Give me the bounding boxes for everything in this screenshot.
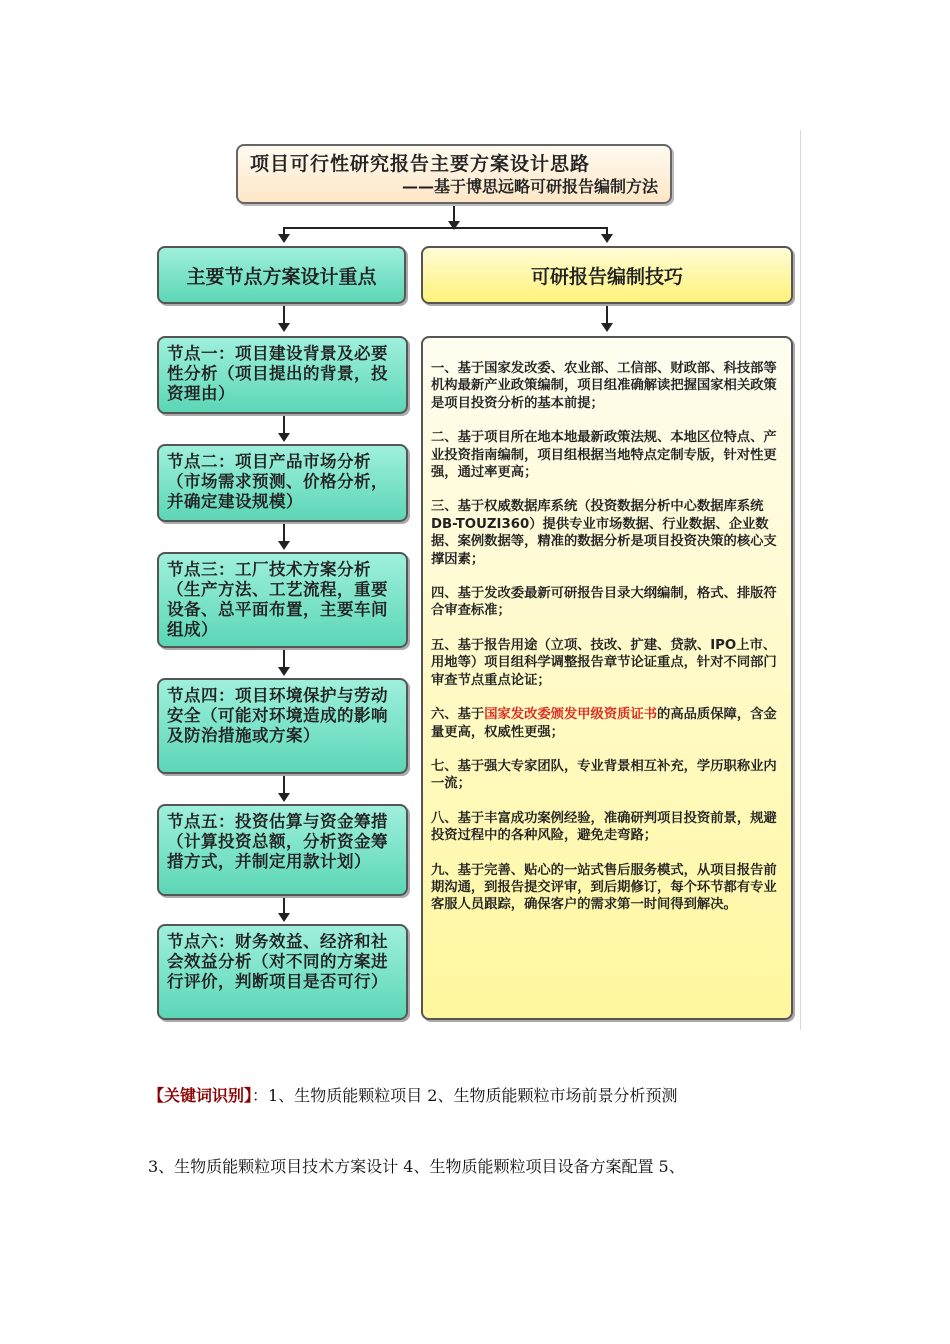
node-6: 节点六：财务效益、经济和社会效益分析（对不同的方案进行评价，判断项目是否可行） [157, 924, 408, 1020]
keywords-text-1: ：1、生物质能颗粒项目 2、生物质能颗粒市场前景分析预测 [252, 1086, 678, 1105]
tips-panel [421, 336, 793, 1020]
node-1: 节点一：项目建设背景及必要性分析（项目提出的背景，投资理由） [157, 336, 408, 414]
arrow-node-1 [283, 416, 285, 440]
node-2: 节点二：项目产品市场分析（市场需求预测、价格分析，并确定建设规模） [157, 444, 408, 522]
flowchart-figure [143, 130, 801, 1030]
arrow-left-header-down [283, 306, 285, 330]
arrow-to-right-header [606, 227, 608, 241]
arrow-node-5 [283, 898, 285, 920]
connector-title [453, 206, 455, 228]
tip-7: 七、基于强大专家团队，专业背景相互补充，学历职称业内一流； [431, 758, 777, 792]
flowchart-subtitle: ——基于博思远略可研报告编制方法 [401, 177, 658, 196]
tip-3: 三、基于权威数据库系统（投资数据分析中心数据库系统DB-TOUZI360）提供专业市场数据、行业数据、企业数据、案例数据等，精准的数据分析是项目投资决策的核心支撑因素； [431, 499, 777, 567]
keywords-line-2: 3、生物质能颗粒项目技术方案设计 4、生物质能颗粒项目设备方案配置 5、 [148, 1157, 685, 1176]
node-5: 节点五：投资估算与资金筹措（计算投资总额，分析资金筹措方式，并制定用款计划） [157, 804, 408, 896]
tip-6 [431, 706, 783, 741]
tip-8: 八、基于丰富成功案例经验，准确研判项目投资前景，规避投资过程中的各种风险，避免走弯路； [431, 810, 777, 844]
tip-5: 五、基于报告用途（立项、技改、扩建、贷款、IPO上市、用地等）项目组科学调整报告章节论证重点，针对不同部门审查节点重点论证； [431, 637, 777, 688]
node-3: 节点三：工厂技术方案分析（生产方法、工艺流程，重要设备、总平面布置，主要车间组成） [157, 552, 408, 648]
tip-6-highlight: 国家发改委颁发甲级资质证书 [484, 707, 658, 723]
arrow-node-4 [283, 776, 285, 800]
arrow-node-2 [283, 524, 285, 548]
left-header: 主要节点方案设计重点 [157, 246, 406, 304]
connector-horizontal [283, 227, 608, 229]
tip-2: 二、基于项目所在地本地最新政策法规、本地区位特点、产业投资指南编制，项目组根据当地特点定制专版，针对性更强，通过率更高； [431, 430, 777, 481]
right-header: 可研报告编制技巧 [421, 246, 793, 304]
tip-6-after: 的高品质保障，含金量更高，权威性更强； [431, 707, 777, 740]
keywords-line-1 [148, 1083, 828, 1106]
node-4: 节点四：项目环境保护与劳动安全（可能对环境造成的影响及防治措施或方案） [157, 678, 408, 774]
tip-6-before: 六、基于 [431, 707, 485, 723]
tip-4: 四、基于发改委最新可研报告目录大纲编制，格式、排版符合审查标准； [431, 586, 777, 619]
arrow-node-3 [283, 650, 285, 674]
tip-9: 九、基于完善、贴心的一站式售后服务模式，从项目报告前期沟通，到报告提交评审，到后期修订，每个环节都有专业客服人员跟踪，确保客户的需求第一时间得到解决。 [431, 862, 777, 913]
keywords-label: 【关键词识别】 [148, 1086, 253, 1105]
arrow-right-header-down [606, 306, 608, 330]
arrow-to-left-header [283, 227, 285, 241]
flowchart-title-box [236, 144, 672, 204]
flowchart-title: 项目可行性研究报告主要方案设计思路 [250, 153, 591, 175]
tip-1: 一、基于国家发改委、农业部、工信部、财政部、科技部等机构最新产业政策编制，项目组准确解读把握国家相关政策是项目投资分析的基本前提； [431, 361, 777, 411]
